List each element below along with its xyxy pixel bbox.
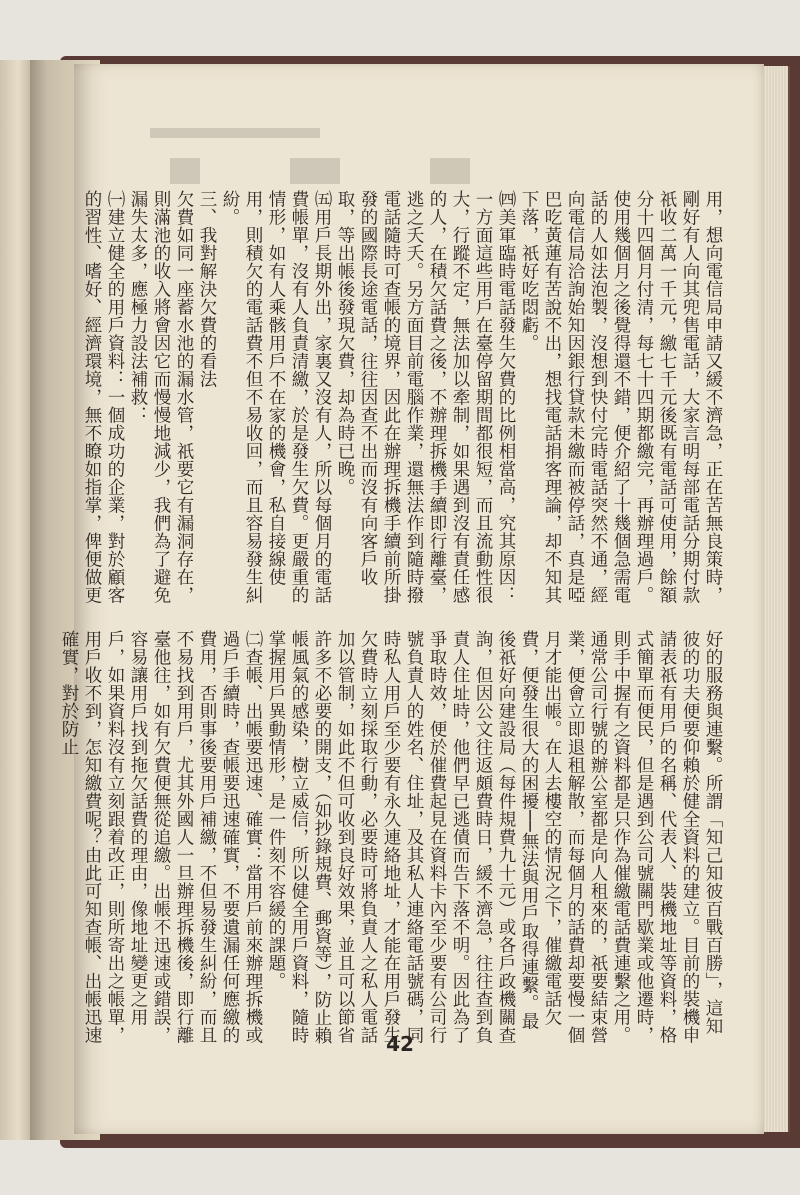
previous-page-edge [0,60,31,1140]
text-column-top: 用，想向電信局申請又緩不濟急，正在苦無良策時，剛好有人向其兜售電話，大家言明每部電話分期付款祇收二萬一千元，繳七千元後既有電話可使用，餘額分十四個月付清，每七十四期都繳完，再辦理過戶。使用幾個月之後覺得還不錯，便介紹了十幾個急需電話的人如法泡製，沒想到快付完時電話突然不通，經向電信局洽詢始知因銀行貸款未繳而被停話，真是啞巴吃黃蓮有苦說不出，想找電話捐客理論，却不知其下落，祇好吃悶虧。 ㈣美軍臨時電話發生欠費的比例相當高，究其原因：一方面這些用戶在臺停留期間都很短，而且流動性很大，行蹤不定，無法加以牽制，如果遇到沒有責任感的人，在積欠話費之後，不辦理拆機手續即行離臺，逃之夭夭。另方面目前電腦作業，還無法作到隨時撥電話隨時可查帳的境界，因此在辦理拆機手續前所掛發的國際長途電話，往往因查不出而沒有向客戶收取，等出帳後發現欠費，却為時已晚。 ㈤用戶長期外出，家裏又沒有人，所以每個月的電話費帳單，沒有人負責清繳，於是發生欠費。更嚴重的情形，如有人乘骸用戶不在家的機會，私自接線使用，則積欠的電話費不但不易收回，而且容易發生糾紛。 三、我對解決欠費的看法 欠費如同一座蓄水池的漏水管，祇要它有漏洞存在，則滿池的收入將會因它而慢慢地減少，我們為了避免漏失太多，應極力設法補救： ㈠建立健全的用戶資料：一個成功的企業，對於顧客的習性、嗜好、經濟環境，無不瞭如指掌，俾便做更 [82,190,723,604]
page-edges [764,66,790,1132]
bleed-through-marks [130,118,630,188]
text-column-bottom: 好的服務與連繫。所謂「知己知彼百戰百勝」，這知彼的功夫便要仰賴於健全資料的建立。目前的裝機申請表祇有用戶的名稱、代表人、裝機地址等資料，格式簡單而便民，但是遇到公司號關門歇業或他遷時，則手中握有之資料都是只作為催繳電話費連繫之用。通常公司行號的辦公室都是向人租來的，祇要結束營業，便會立即退租解散，而每個月的話費却要慢一個月才能出帳。在人去樓空的情況之下，催繳電話欠費，便發生很大的困擾──無法與用戶取得連繫。最後祇好向建設局（每件規費九十元）或各戶政機關查詢，但因公文往返頗費時日，緩不濟急，往往查到負責人住址時，他們早已逃債而告下落不明。因此為了爭取時效，便於催費起見在資料卡內至少要有公司行號負責人的姓名、住址，及其私人連絡電話號碼，同時私人用戶至少要有永久連絡地址，才能在用戶發生欠費時立刻採取行動，必要時可將負責人之私人電話加以管制，如此不但可收到良好效果，並且可以節省許多不必要的開支，（如抄錄規費、郵資等），防止賴帳風氣的感染，樹立威信，所以健全用戶資料，隨時掌握用戶異動情形，是一件刻不容緩的課題。 ㈡查帳、出帳要迅速、確實：當用戶前來辦理拆機或過戶手續時，查帳要迅速確實，不要遺漏任何應繳的費用，否則事後要用戶補繳，不但易發生糾紛，而且不易找到用戶，尤其外國人一旦辦理拆機後，即行離臺他往，如有欠費便無從追繳。出帳不迅速或錯誤，容易讓用戶找到拖欠話費的理由，像地址變更之用戶，如果資料沒有立刻跟着改正，則所寄出之帳單，用戶收不到，怎知繳費呢？由此可知查帳、出帳迅速確實，對於防止 [59,630,723,1045]
page-number: 42 [386,1032,414,1056]
